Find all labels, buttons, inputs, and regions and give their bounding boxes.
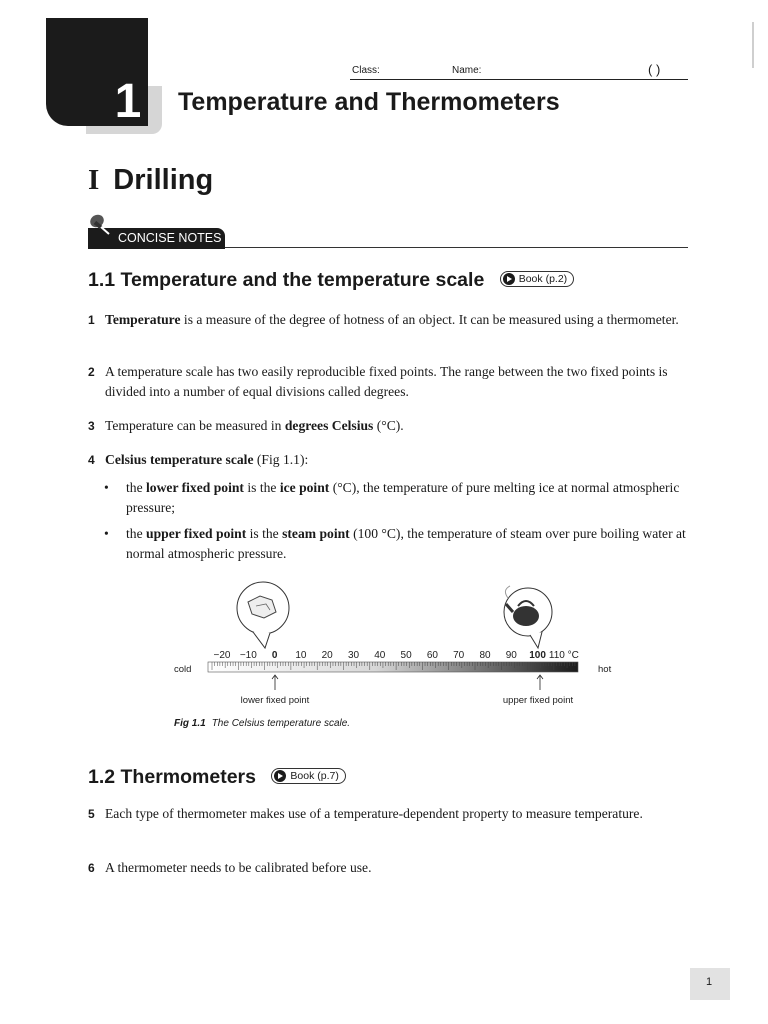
bullet-dot: • [104, 480, 109, 495]
item-text: A thermometer needs to be calibrated before use. [105, 860, 372, 875]
margin-mark [752, 22, 754, 68]
item-text: Each type of thermometer makes use of a temperature-dependent property to measure temperature. [105, 806, 643, 821]
note-item [88, 804, 688, 824]
scale-label: 60 [426, 650, 438, 661]
bullet-text: the [126, 526, 147, 541]
book-ref-p2[interactable] [500, 271, 574, 287]
subsection-title-1-1: 1.1 Temperature and the temperature scale [88, 269, 485, 291]
term-bold: Temperature [105, 312, 181, 327]
bullet-text: is the [246, 526, 283, 541]
bullet-item [104, 478, 688, 518]
term-bold: Celsius temperature scale [105, 452, 254, 467]
section-title: Drilling [113, 164, 214, 196]
play-icon [274, 770, 286, 782]
subsection-heading-1-1 [88, 269, 574, 292]
item-text: (Fig 1.1): [253, 452, 309, 467]
figure-number: Fig 1.1 [174, 718, 206, 729]
chapter-title: Temperature and Thermometers [178, 88, 560, 116]
note-item [88, 362, 688, 402]
bullet-text: (°C), the temperature of pure melting ice at normal atmospheric pressure; [126, 480, 680, 515]
figure-caption [174, 718, 350, 729]
scale-label: 50 [400, 650, 412, 661]
celsius-scale-figure [168, 580, 612, 730]
term-bold: ice point [279, 480, 330, 495]
section-roman: I [88, 164, 100, 196]
item-text: is a measure of the degree of hotness of an object. It can be measured using a thermometer. [180, 312, 679, 327]
number-paren: ( ) [648, 62, 661, 77]
item-number: 2 [88, 365, 95, 379]
note-item [88, 310, 688, 330]
term-bold: upper fixed point [146, 526, 247, 541]
figure-caption-text: The Celsius temperature scale. [211, 718, 351, 729]
scale-label: 70 [453, 650, 465, 661]
chapter-number: 1 [114, 75, 142, 128]
item-text: Temperature can be measured in [105, 418, 285, 433]
bullet-text: is the [243, 480, 280, 495]
pushpin-icon [88, 212, 114, 238]
book-ref-label: Book (p.2) [518, 272, 568, 285]
concise-notes-banner [88, 228, 688, 248]
book-ref-label: Book (p.7) [290, 769, 339, 782]
item-number: 1 [88, 313, 95, 327]
play-icon [503, 273, 515, 285]
scale-label: 110 °C [548, 650, 579, 661]
class-label: Class: [352, 65, 380, 76]
item-text: A temperature scale has two easily reproducible fixed points. The range between the two fixed points is divided into a number of equal divisions called degrees. [105, 364, 668, 399]
cold-label: cold [174, 664, 192, 675]
page-number: 1 [690, 968, 730, 1000]
name-label: Name: [452, 65, 482, 76]
scale-label: 30 [347, 650, 360, 661]
scale-labels [214, 650, 579, 661]
class-name-line [350, 62, 688, 80]
bullet-text: the [126, 480, 147, 495]
subsection-heading-1-2 [88, 766, 346, 789]
concise-notes-label: CONCISE NOTES [88, 228, 225, 249]
scale-label: 0 [271, 650, 278, 661]
term-bold: steam point [282, 526, 350, 541]
bullet-text: (100 °C), the temperature of steam over pure boiling water at normal atmospheric pressure. [126, 526, 686, 561]
term-bold: lower fixed point [146, 480, 244, 495]
item-number: 3 [88, 419, 95, 433]
scale-label: −10 [239, 650, 257, 661]
lower-fixed-point-label: lower fixed point [240, 695, 310, 706]
item-number: 5 [88, 807, 95, 821]
scale-label: 90 [505, 650, 517, 661]
scale-label: −20 [213, 650, 231, 661]
bullet-item [104, 524, 688, 564]
item-text: (°C). [373, 418, 404, 433]
note-item [88, 450, 688, 470]
hot-label: hot [598, 664, 612, 675]
kettle-bubble-icon [504, 586, 552, 648]
section-heading [88, 164, 213, 197]
scale-label: 40 [374, 650, 386, 661]
item-number: 4 [88, 453, 95, 467]
bullet-dot: • [104, 526, 109, 541]
scale-label: 80 [479, 650, 491, 661]
scale-label: 20 [321, 650, 333, 661]
term-bold: degrees Celsius [284, 418, 374, 433]
subsection-title-1-2: 1.2 Thermometers [88, 766, 256, 788]
note-item [88, 858, 688, 878]
scale-label: 100 [529, 650, 546, 661]
note-item [88, 416, 688, 436]
book-ref-p7[interactable] [271, 768, 345, 784]
item-number: 6 [88, 861, 95, 875]
ice-bubble-icon [237, 582, 289, 648]
upper-fixed-point-label: upper fixed point [502, 695, 574, 706]
scale-label: 10 [295, 650, 307, 661]
